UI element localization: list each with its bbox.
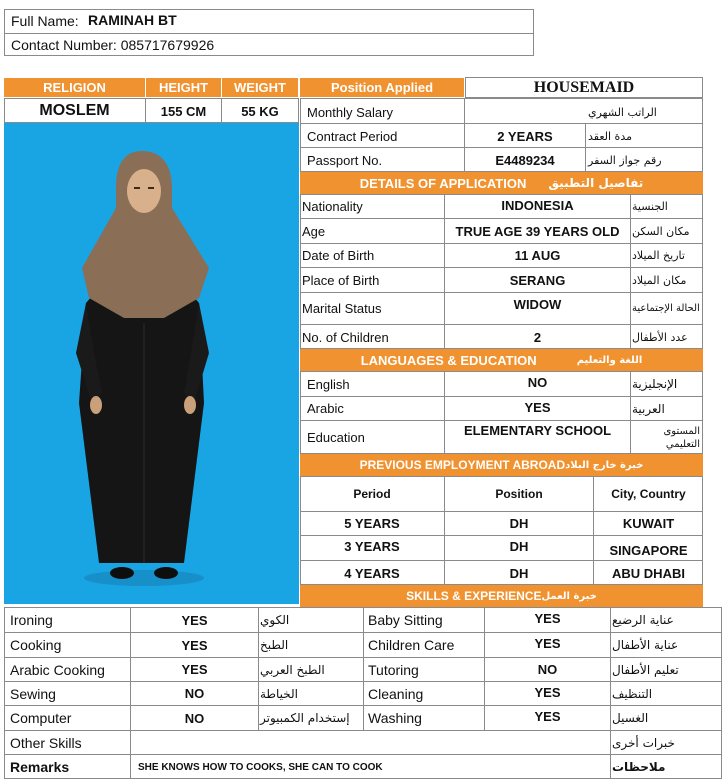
skill-label: Arabic Cooking [10, 661, 105, 678]
contract-arabic: مدة العقد [588, 129, 632, 143]
remarks-arabic: ملاحظات [612, 760, 666, 774]
skill-label: Children Care [368, 637, 455, 653]
remarks-label: Remarks [10, 759, 70, 775]
skill-arabic: الخياطة [260, 686, 298, 701]
other-skills-label: Other Skills [10, 734, 82, 751]
passport-label: Passport No. [307, 152, 383, 168]
contract-value: 2 YEARS [497, 128, 553, 144]
detail-value: TRUE AGE 39 YEARS OLD [455, 223, 620, 239]
full-name-label: Full Name: [11, 13, 79, 29]
passport-arabic: رقم جواز السفر [588, 153, 662, 167]
employment-period: 4 YEARS [344, 565, 400, 581]
skill-arabic: الغسيل [612, 711, 649, 725]
language-value: NO [527, 374, 548, 390]
detail-arabic: تاريخ الميلاد [632, 249, 685, 262]
employment-header-period: Period [353, 486, 391, 501]
detail-arabic: الحالة الإجتماعية [632, 303, 700, 314]
detail-value: WIDOW [513, 296, 562, 312]
languages-section-header [300, 349, 703, 371]
employment-title-arabic: خبرة خارج البلاد [565, 459, 644, 471]
skill-value: YES [534, 708, 561, 724]
employment-period: 3 YEARS [344, 538, 400, 554]
contact-number: Contact Number: 085717679926 [11, 37, 215, 53]
full-name-value: RAMINAH BT [88, 12, 177, 28]
position-applied-value: HOUSEMAID [533, 78, 635, 96]
skill-value: YES [181, 637, 208, 653]
skill-label: Washing [368, 710, 422, 726]
skill-arabic: الطبخ [260, 638, 289, 652]
skill-value: YES [181, 612, 208, 628]
employment-city: ABU DHABI [612, 565, 685, 581]
employment-city: KUWAIT [622, 516, 675, 531]
detail-label: Nationality [302, 199, 363, 214]
contract-label: Contract Period [307, 128, 398, 144]
height-header: HEIGHT [146, 78, 221, 97]
skill-value: NO [184, 710, 205, 726]
skill-label: Baby Sitting [368, 612, 443, 628]
skill-arabic: التنظيف [612, 686, 653, 701]
education-value: ELEMENTARY SCHOOL [463, 422, 612, 438]
salary-arabic: الراتب الشهري [588, 105, 657, 119]
languages-title-arabic: اللغة والتعليم [576, 354, 643, 366]
detail-arabic: مكان السكن [632, 224, 690, 238]
detail-label: Marital Status [302, 301, 382, 316]
employment-section-header [300, 454, 703, 476]
skills-section-header [300, 585, 703, 607]
skill-label: Computer [10, 710, 72, 726]
language-arabic: الإنجليزية [632, 377, 678, 391]
skill-label: Ironing [10, 612, 53, 628]
detail-value: 11 AUG [514, 248, 561, 263]
weight-header: WEIGHT [222, 78, 298, 97]
education-label: Education [307, 430, 365, 445]
details-title-arabic: تفاصيل التطبيق [548, 176, 644, 190]
detail-value: INDONESIA [501, 198, 574, 213]
detail-value: SERANG [509, 272, 566, 288]
skill-value: YES [534, 635, 561, 651]
detail-arabic: مكان الميلاد [632, 273, 687, 287]
detail-label: Place of Birth [302, 272, 380, 288]
language-label: Arabic [307, 401, 344, 416]
employment-position: DH [509, 565, 529, 581]
skill-arabic: الطبخ العربي [260, 662, 325, 677]
detail-value: 2 [533, 329, 542, 345]
skill-label: Sewing [10, 685, 56, 702]
employment-position: DH [509, 516, 529, 531]
employment-city: SINGAPORE [609, 542, 688, 558]
employment-position: DH [509, 538, 529, 554]
skill-arabic: عناية الرضيع [612, 613, 674, 627]
education-arabic: المستوى التعليمي [663, 425, 700, 450]
religion-value: MOSLEM [39, 102, 110, 119]
detail-arabic: الجنسية [632, 200, 668, 213]
language-value: YES [524, 399, 551, 415]
skill-label: Cooking [10, 637, 62, 653]
skill-arabic: إستخدام الكمبيوتر [260, 711, 350, 725]
remarks-value: SHE KNOWS HOW TO COOKS, SHE CAN TO COOK [138, 761, 383, 773]
employment-header-position: Position [495, 486, 543, 501]
language-label: English [307, 376, 350, 392]
skill-value: YES [534, 610, 561, 626]
skill-value: YES [181, 662, 208, 677]
skill-arabic: الكوي [260, 613, 290, 627]
language-arabic: العربية [632, 401, 665, 416]
skill-value: NO [537, 662, 558, 677]
detail-label: No. of Children [302, 329, 389, 345]
employment-title: PREVIOUS EMPLOYMENT ABROAD [359, 458, 566, 472]
details-title: DETAILS OF APPLICATION [359, 175, 527, 191]
weight-value: 55 KG [241, 103, 279, 119]
detail-label: Age [302, 223, 326, 239]
salary-label: Monthly Salary [307, 104, 393, 120]
details-section-header [300, 172, 703, 194]
skill-arabic: تعليم الأطفال [612, 662, 679, 677]
height-value: 155 CM [160, 103, 207, 119]
languages-title: LANGUAGES & EDUCATION [360, 352, 537, 368]
skill-value: YES [534, 684, 561, 700]
skills-title-arabic: خبرة العمل [541, 590, 597, 602]
skills-title: SKILLS & EXPERIENCE [406, 589, 542, 603]
religion-header: RELIGION [4, 78, 145, 97]
skill-value: NO [184, 686, 205, 701]
passport-value: E4489234 [495, 152, 555, 168]
detail-arabic: عدد الأطفال [632, 330, 688, 344]
employment-header-city: City, Country [611, 486, 686, 501]
detail-label: Date of Birth [302, 248, 375, 263]
skill-label: Tutoring [368, 661, 419, 678]
skill-label: Cleaning [368, 685, 424, 702]
position-applied-header: Position Applied [300, 78, 464, 97]
other-skills-arabic: خبرات أخرى [612, 735, 675, 750]
applicant-photo [4, 123, 299, 604]
skill-arabic: عناية الأطفال [612, 638, 679, 652]
employment-period: 5 YEARS [344, 516, 400, 531]
